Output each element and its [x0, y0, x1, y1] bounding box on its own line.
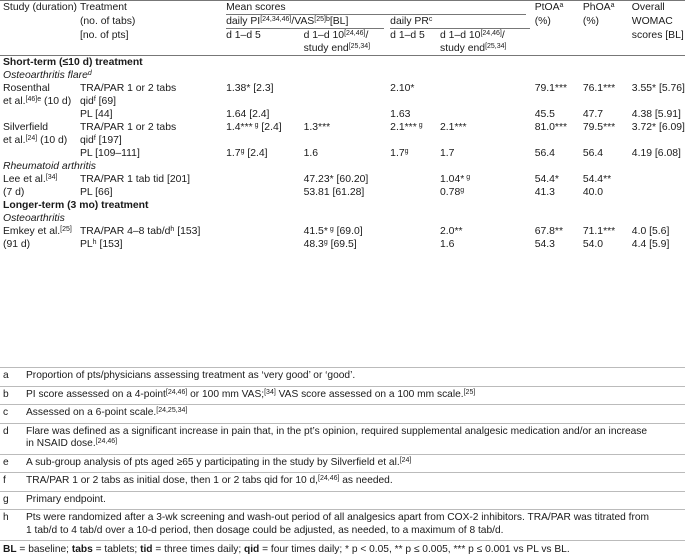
fn-h-t2: 1 tab/d to 4 tab/d over a 10-d period, then dosage could be adjusted, as needed, to a maximum of 8 tab/d. [26, 524, 504, 536]
womac-cell: 4.38 [5.91] [631, 109, 681, 120]
pr-d10-cell [437, 186, 532, 199]
phoa-cell: 40.0 [582, 187, 604, 198]
pi-d10-cell [301, 225, 388, 238]
mean-scores-label: Mean scores [226, 1, 526, 15]
footnote-b [0, 386, 685, 405]
phoa-cell: 54.4** [582, 174, 612, 185]
pi-d10-value: 48.3 [303, 239, 324, 250]
results-table [0, 0, 685, 251]
header-pi-d10 [301, 29, 388, 56]
treatment-note: h [170, 226, 175, 233]
pi-d5-note: g [240, 148, 245, 155]
treatment-dose: qid [79, 96, 94, 107]
header-pr-d5: d 1–d 5 [387, 29, 437, 56]
ptoa-label: PtOA [534, 2, 560, 13]
ptoa-cell: 81.0*** [534, 122, 568, 133]
header-tabs: (no. of tabs) [79, 16, 136, 27]
subsection-ra [0, 160, 685, 173]
pr-d10-cell: 1.7 [440, 148, 455, 159]
pi-d10-refs: [24,46] [344, 30, 366, 37]
fn-f-t2: as needed. [339, 475, 393, 486]
pi-d5-note: g [252, 122, 259, 129]
treatment-cell [77, 121, 223, 147]
study-duration: (10 d) [41, 96, 72, 107]
header-daily-pr [387, 15, 532, 29]
pi-d10-cell: 47.23* [60.20] [303, 174, 369, 185]
ptoa-cell: 56.4 [534, 148, 555, 159]
footnote-letter: c [3, 407, 9, 418]
pr-d10-cell: 2.1*** [440, 122, 467, 133]
pr-d5-cell [387, 147, 437, 160]
abbr-bl-key: BL [3, 544, 17, 555]
treatment-cell: PL [66] [79, 187, 113, 198]
header-overall: Overall [629, 1, 685, 16]
pi-study-end: study end [303, 43, 349, 54]
fn-b-r3: [25] [463, 388, 476, 396]
abbr-qid-key: qid [243, 544, 260, 555]
study-cell [0, 225, 77, 238]
table-row [0, 186, 685, 199]
study-ref: [34] [45, 174, 58, 181]
header-phoa-pct: (%) [582, 16, 600, 27]
footnote-g [0, 491, 685, 510]
oa-label: Osteoarthritis [3, 213, 65, 224]
pr-d10-label: d 1–d 10 [440, 30, 481, 41]
vas-label: /VAS [291, 16, 315, 27]
pr-d5-value: 2.1*** [390, 122, 417, 133]
treatment-n: [153] [174, 226, 201, 237]
ptoa-cell: 79.1*** [534, 83, 568, 94]
daily-pi-label: daily PI [226, 16, 261, 27]
ptoa-cell: 67.8** [534, 226, 564, 237]
header-daily-pi [223, 15, 387, 29]
pi-d10-value: 41.5* [303, 226, 328, 237]
fn-d-t2: in NSAID dose. [26, 438, 96, 449]
fn-b-r2: [34] [264, 388, 276, 396]
phoa-cell: 54.0 [582, 239, 604, 250]
footnote-text [26, 389, 685, 402]
fn-c-r1: [24,25,34] [156, 407, 188, 414]
pr-d5-note: g [416, 122, 423, 129]
study-ref: [46] [25, 96, 38, 103]
footnote-letter: d [3, 425, 9, 437]
vas-note: b [325, 16, 330, 23]
daily-pr-note: c [428, 16, 433, 23]
phoa-cell: 47.7 [582, 109, 604, 120]
pr-d10-cell [437, 173, 532, 186]
fn-b-r1: [24,46] [165, 388, 188, 396]
pr-d5-cell: 2.10* [390, 83, 415, 94]
header-row-1 [0, 1, 685, 16]
pi-d10-baseline: [69.0] [333, 226, 363, 237]
abbr-tid-key: tid [140, 544, 153, 555]
womac-cell: 4.0 [5.6] [631, 226, 670, 237]
ptoa-cell: 41.3 [534, 187, 555, 198]
pi-d10-cell [301, 238, 388, 251]
treatment-cell: PL [109–111] [79, 148, 140, 159]
treatment-cell [77, 82, 223, 108]
phoa-note: a [610, 2, 615, 9]
daily-pr-label: daily PR [390, 16, 429, 27]
pr-study-end-refs: [25,34] [485, 43, 507, 50]
footnote-letter: f [3, 475, 6, 486]
fn-f-t1: TRA/PAR 1 or 2 tabs as initial dose, then 1 or 2 tabs qid for 10 d, [26, 475, 319, 486]
treatment-text: TRA/PAR 1 or 2 tabs [79, 83, 177, 94]
pr-d10-note: g [464, 174, 471, 181]
fn-e-r1: [24] [399, 456, 412, 464]
pr-study-end: study end [440, 43, 486, 54]
section-longer-term-label: Longer-term (3 mo) treatment [3, 200, 149, 211]
footnote-letter: h [3, 512, 9, 523]
abbr-bl-value: = baseline; [16, 544, 72, 555]
pi-d5-cell: 1.64 [2.4] [226, 109, 270, 120]
section-longer-term [0, 199, 685, 212]
pi-d5-baseline: [2.3] [250, 83, 274, 94]
treatment-text: TRA/PAR 4–8 tab/d [79, 226, 171, 237]
header-pi-d5: d 1–d 5 [223, 29, 301, 56]
treatment-n: [153] [96, 239, 123, 250]
header-ptoa-pct: (%) [534, 16, 551, 27]
pi-d10-cell: 1.3*** [303, 122, 331, 133]
pr-slash: / [501, 30, 505, 41]
footnote-text [26, 512, 685, 537]
pr-d10-cell: 1.6 [440, 239, 455, 250]
footnotes [0, 367, 685, 560]
treatment-note: f [93, 135, 96, 142]
fn-b-t3: VAS score assessed on a 100 mm scale. [275, 388, 464, 400]
pr-d10-refs: [24,46] [480, 30, 502, 37]
header-scores-bl: scores [BL] [629, 29, 685, 56]
pr-d5-value: 1.7 [390, 148, 405, 159]
phoa-cell: 71.1*** [582, 226, 616, 237]
treatment-cell [77, 238, 223, 251]
footnote-a [0, 367, 685, 386]
pi-d10-note: g [327, 226, 334, 233]
abbreviations [0, 540, 685, 560]
pr-d5-cell: 1.63 [390, 109, 411, 120]
womac-cell: 3.55* [5.76] [631, 83, 685, 94]
vas-ref: [25] [314, 16, 326, 23]
oa-flare-label: Osteoarthritis flare [3, 70, 88, 81]
study-etal: et al. [3, 96, 26, 107]
pi-d5-value: 1.38* [226, 83, 251, 94]
abbr-tabs-value: = tablets; [92, 544, 141, 555]
study-name: Emkey et al. [3, 226, 61, 237]
abbr-qid-value: = four times daily; [259, 544, 346, 555]
table-row [0, 82, 685, 108]
fn-b-t2: or 100 mm VAS; [187, 388, 265, 400]
phoa-cell: 79.5*** [582, 122, 616, 133]
daily-pi-refs: [24,34,46] [260, 16, 292, 23]
treatment-note: h [92, 239, 97, 246]
abbr-tid-value: = three times daily; [152, 544, 244, 555]
header-pr-d10 [437, 29, 532, 56]
pi-d10-cell: 53.81 [61.28] [303, 187, 365, 198]
footnote-f [0, 472, 685, 491]
subsection-oa-flare-cell [0, 69, 685, 82]
pi-d10-cell: 1.6 [303, 148, 319, 159]
pi-d5-value: 1.7 [226, 148, 241, 159]
footnote-text [26, 475, 685, 488]
footnote-text: Proportion of pts/physicians assessing treatment as ‘very good’ or ‘good’. [26, 370, 356, 381]
ptoa-note: a [559, 2, 564, 9]
study-cell: (91 d) [3, 239, 31, 250]
table-row [0, 238, 685, 251]
table-row [0, 108, 685, 121]
pr-d5-cell [387, 121, 437, 147]
pi-d5-value: 1.4*** [226, 122, 253, 133]
treatment-cell [77, 225, 223, 238]
treatment-n: [197] [95, 135, 122, 146]
fn-d-t1: Flare was defined as a significant increase in pain that, in the pt’s opinion, required supplemental analgesic medication and/or an increase [26, 425, 648, 437]
section-short-term-label: Short-term (≤10 d) treatment [3, 57, 143, 68]
footnote-letter: g [3, 493, 9, 505]
footnote-h [0, 509, 685, 540]
footnote-c [0, 404, 685, 423]
fn-h-t1: Pts were randomized after a 3-wk screening and wash-out period of all analgesics apart from COX-2 inhibitors. TRA/PAR was titrated from [26, 512, 650, 523]
treatment-cell: TRA/PAR 1 tab tid [201] [79, 174, 191, 185]
footnote-letter: e [3, 456, 9, 468]
table-row [0, 121, 685, 147]
study-cell [0, 82, 77, 108]
pi-d10-baseline: [69.5] [327, 239, 357, 250]
study-note: e [37, 96, 42, 103]
footnote-text [26, 426, 685, 451]
table-row [0, 147, 685, 160]
ra-label: Rheumatoid arthritis [3, 161, 96, 172]
treatment-note: f [93, 96, 96, 103]
oa-flare-note: d [87, 70, 92, 77]
womac-cell: 4.4 [5.9] [631, 239, 670, 250]
subsection-oa-flare [0, 69, 685, 82]
header-womac: WOMAC [631, 16, 673, 27]
footnote-letter: a [3, 370, 9, 381]
header-study: Study (duration) [0, 1, 77, 16]
header-pts: [no. of pts] [77, 29, 223, 56]
table-row [0, 225, 685, 238]
phoa-label: PhOA [582, 2, 611, 13]
womac-cell: 4.19 [6.08] [631, 148, 681, 159]
header-mean-scores [223, 1, 532, 16]
pr-d10-value: 1.04* [440, 174, 465, 185]
footnote-text [26, 457, 685, 470]
footnote-text: Primary endpoint. [26, 493, 106, 505]
ptoa-cell: 45.5 [534, 109, 555, 120]
pi-d5-baseline: [2.4] [244, 148, 268, 159]
pi-d10-note: g [323, 239, 328, 246]
abbr-significance: * p < 0.05, ** p ≤ 0.005, *** p ≤ 0.001 vs PL vs BL. [345, 544, 570, 555]
header-ptoa [532, 1, 580, 16]
study-ref: [25] [60, 226, 72, 233]
ptoa-cell: 54.4* [534, 174, 559, 185]
table-row [0, 173, 685, 186]
abbr-tabs-key: tabs [71, 544, 93, 555]
treatment-n: [69] [95, 96, 116, 107]
study-duration: (10 d) [37, 135, 68, 146]
study-cell [0, 173, 77, 186]
pr-d10-value: 0.78 [440, 187, 461, 198]
pi-slash: / [365, 30, 369, 41]
fn-c-t1: Assessed on a 6-point scale. [26, 407, 157, 418]
fn-f-r1: [24,46] [318, 475, 340, 482]
pr-d10-note: g [460, 187, 465, 194]
ptoa-cell: 54.3 [534, 239, 555, 250]
fn-d-r1: [24,46] [95, 438, 118, 445]
section-short-term [0, 56, 685, 70]
phoa-cell: 76.1*** [582, 83, 616, 94]
footnote-d [0, 423, 685, 454]
footnote-e [0, 454, 685, 473]
study-cell [0, 121, 77, 147]
study-name: Lee et al. [3, 174, 46, 185]
treatment-text: PL [79, 239, 93, 250]
womac-cell: 3.72* [6.09] [631, 122, 685, 133]
fn-b-t1: PI score assessed on a 4-point [26, 388, 166, 400]
pi-d5-cell [223, 82, 301, 108]
phoa-cell: 56.4 [582, 148, 604, 159]
header-row-2 [0, 15, 685, 29]
pi-d5-cell [223, 147, 301, 160]
pi-d10-label: d 1–d 10 [303, 30, 345, 41]
pi-d5-cell [223, 121, 301, 147]
study-etal: et al. [3, 135, 26, 146]
treatment-cell: PL [44] [79, 109, 113, 120]
subsection-oa [0, 212, 685, 225]
pi-d5-baseline: [2.4] [258, 122, 282, 133]
footnote-text [26, 407, 685, 420]
study-ref: [24] [25, 135, 38, 142]
pr-d10-cell: 2.0** [440, 226, 463, 237]
header-treatment: Treatment [77, 1, 223, 16]
treatment-dose: qid [79, 135, 94, 146]
pr-d5-note: g [404, 148, 409, 155]
footnote-letter: b [3, 388, 9, 400]
header-row-3 [0, 29, 685, 56]
study-name: Rosenthal [3, 83, 50, 94]
header-phoa [580, 1, 629, 16]
treatment-text: TRA/PAR 1 or 2 tabs [79, 122, 177, 133]
bl-label: [BL] [329, 16, 349, 27]
study-name: Silverfield [3, 122, 49, 133]
fn-e-t1: A sub-group analysis of pts aged ≥65 y participating in the study by Silverfield et al. [26, 456, 400, 468]
pi-study-end-refs: [25,34] [348, 43, 371, 50]
study-cell: (7 d) [3, 187, 25, 198]
